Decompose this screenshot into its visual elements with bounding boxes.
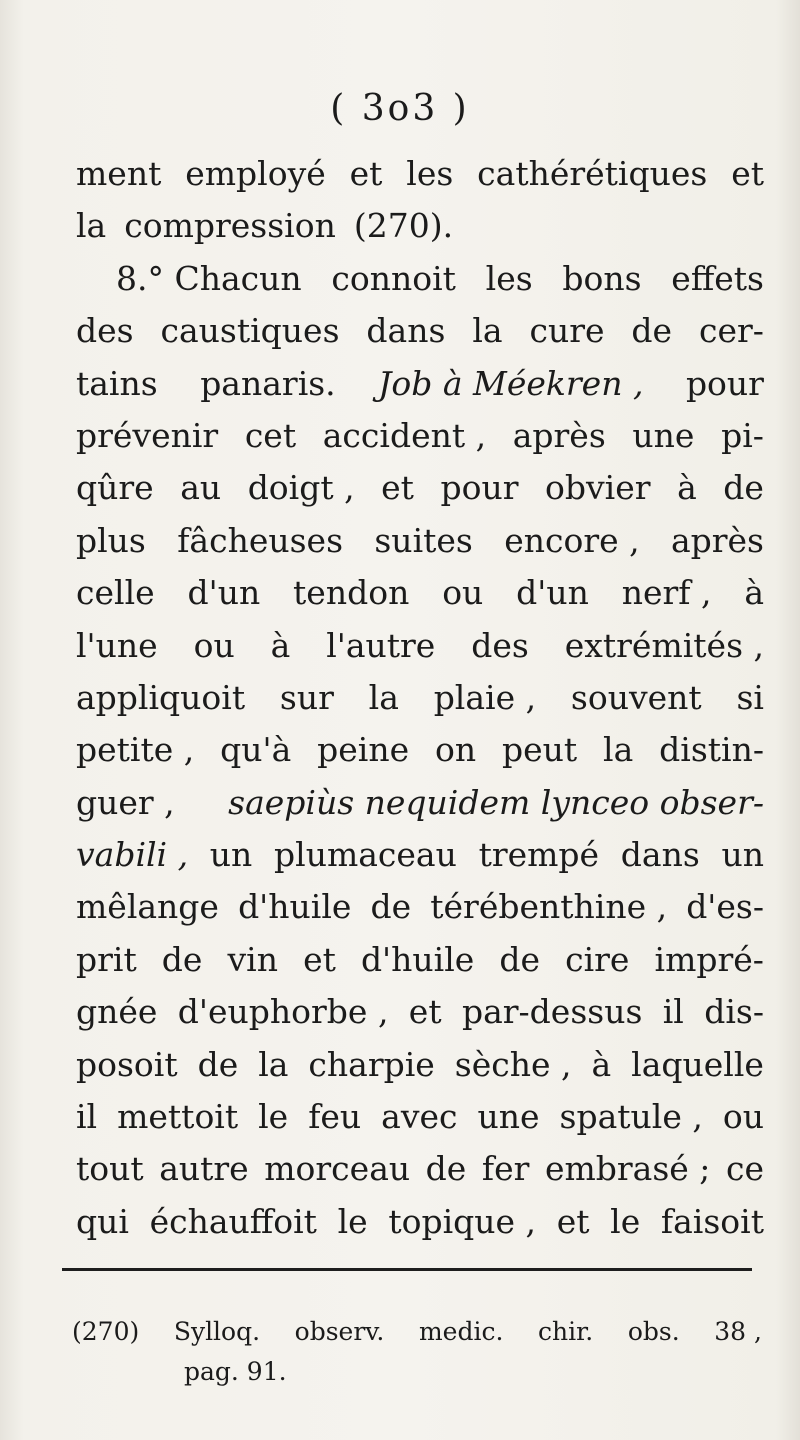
text-word: d'huile [360,939,475,979]
text-word: doigt , [247,468,355,508]
text-word: sèche , [454,1044,572,1084]
text-word: après [512,415,606,455]
text-word: de [370,887,412,927]
text-word: laquelle [631,1044,764,1084]
text-word: compression [124,206,336,246]
text-word: au [180,468,222,508]
text-word: accident , [322,415,487,455]
text-word: à [677,468,697,508]
text-line [76,934,764,986]
text-word: mêlange [76,887,219,927]
text-line [76,672,764,724]
text-word: charpie [308,1044,435,1084]
text-word: la [368,677,399,717]
text-word: obvier [545,468,651,508]
text-word: vabili , [76,835,189,875]
text-word: (270). [353,206,454,246]
text-word: panaris. [200,363,336,403]
text-word: gnée [76,992,158,1032]
text-word: l'autre [326,625,436,665]
text-word: bons [562,258,642,298]
text-word: le [610,1201,641,1241]
text-word: prit [76,939,137,979]
text-word: de [425,1149,467,1189]
text-word: connoit [331,258,456,298]
footnote-word: (270) [72,1317,140,1346]
text-word: à [591,1044,612,1084]
text-word: la [472,311,503,351]
text-word: des [76,311,134,351]
footnote-line-2: pag. 91. [184,1357,287,1386]
text-word: et [408,992,442,1032]
text-word: tout [76,1149,144,1189]
text-word: il [76,1097,98,1137]
text-word: ou [722,1097,764,1137]
text-line [76,829,764,881]
text-word: il [662,992,684,1032]
text-word: échauffoit [149,1201,317,1241]
text-word: une [632,415,695,455]
text-word: d'huile [238,887,352,927]
text-word: celle [76,573,155,613]
text-word: fâcheuses [177,520,344,560]
text-word: cer- [698,311,764,351]
text-word: d'euphorbe , [177,992,389,1032]
text-line [76,881,764,933]
text-line [76,986,764,1038]
text-word: plaie , [433,677,537,717]
text-word: un [721,835,764,875]
text-word: 8.° Chacun [116,258,302,298]
text-word: d'es- [686,887,764,927]
footnote-word: observ. [294,1317,385,1346]
text-line [76,724,764,776]
text-word: autre [159,1149,249,1189]
text-word: distin- [659,730,764,770]
text-word: des [471,625,529,665]
text-word: cet [244,415,297,455]
text-word: de [161,939,203,979]
text-word: un [209,835,253,875]
text-word: d'un [516,573,589,613]
text-word: extrémités , [564,625,764,665]
text-word: guer , [76,782,175,822]
text-word: plumaceau [274,835,457,875]
text-word: spatule , [559,1097,703,1137]
text-word: tains [76,363,158,403]
text-line [76,1196,764,1248]
text-word: ment [76,154,162,193]
text-word: suites [374,520,473,560]
text-word: prévenir [76,415,219,455]
text-word: et [381,468,414,508]
text-word: après [670,520,764,560]
text-word: le [337,1201,368,1241]
footnote-word: obs. [627,1317,680,1346]
text-word: posoit [76,1044,178,1084]
text-line [76,515,764,567]
text-word: feu [308,1097,362,1137]
footnote-word: Sylloq. [173,1317,261,1346]
text-word: de [499,939,541,979]
text-line [76,567,764,619]
text-word: tendon [293,573,410,613]
body-text [76,148,764,1248]
text-word: si [736,677,764,717]
text-line [76,148,764,200]
text-word: de [723,468,764,508]
text-word: sur [279,677,334,717]
text-word: et [556,1201,590,1241]
text-word: la [76,206,107,246]
text-word: ou [193,625,235,665]
text-word: on [435,730,477,770]
text-line [76,620,764,672]
text-line [76,1039,764,1091]
text-word: une [477,1097,540,1137]
text-word: nerf , [621,573,712,613]
footnote-word: medic. [418,1317,504,1346]
text-word: morceau [264,1149,411,1189]
text-word: encore , [504,520,640,560]
footnote [72,1312,762,1392]
text-word: à [744,573,764,613]
text-word: effets [671,258,764,298]
text-word: la [258,1044,289,1084]
text-word: par-dessus [461,992,643,1032]
text-word: et [731,154,764,193]
text-word: la [603,730,634,770]
text-word: ou [442,573,484,613]
text-word: plus [76,520,146,560]
text-word: qûre [76,468,154,508]
text-word: vin [227,939,278,979]
text-word: cire [565,939,630,979]
text-word: pour [685,363,764,403]
text-line [76,1091,764,1143]
text-line [76,358,764,410]
text-word: et [303,939,336,979]
text-word: dans [620,835,700,875]
text-word: fer [481,1149,530,1189]
text-word: topique , [388,1201,537,1241]
footnote-rule [62,1268,752,1271]
text-word: qui [76,1201,129,1241]
text-word: térébenthine , [430,887,668,927]
text-word: embrasé ; [544,1149,711,1189]
text-line [76,777,764,829]
page-number: ( 3o3 ) [330,88,470,129]
footnote-word: 38 , [714,1317,762,1346]
text-word: de [197,1044,239,1084]
text-word: et [349,154,383,193]
footnote-word: chir. [537,1317,594,1346]
text-word: cure [529,311,605,351]
text-line [76,305,764,357]
text-word: peut [502,730,578,770]
text-word: l'une [76,625,158,665]
text-word: souvent [570,677,702,717]
text-word: Job à Méekren , [378,363,644,403]
text-word: le [258,1097,289,1137]
text-word: dans [366,311,446,351]
footnote-line-1 [72,1312,762,1352]
text-word: peine [317,730,410,770]
text-word: mettoit [117,1097,239,1137]
text-word: pour [440,468,519,508]
text-line [76,462,764,514]
text-word: ce [725,1149,764,1189]
text-word: cathérétiques [477,154,708,193]
text-word: les [406,154,454,193]
text-line [76,410,764,462]
text-word: petite , [76,730,195,770]
text-word: saepiùs nequidem lynceo obser- [228,782,764,822]
text-word: d'un [187,573,261,613]
text-word: pi- [721,415,764,455]
text-word: trempé [478,835,600,875]
text-word: dis- [704,992,764,1032]
text-word: les [485,258,533,298]
text-word: de [631,311,673,351]
text-word: employé [185,154,326,193]
text-word: faisoit [660,1201,764,1241]
text-line [76,253,764,305]
text-line [76,200,764,252]
text-line [76,1143,764,1195]
text-word: à [270,625,291,665]
text-word: caustiques [160,311,340,351]
text-word: qu'à [220,730,292,770]
text-word: appliquoit [76,677,246,717]
text-word: impré- [654,939,764,979]
text-word: avec [381,1097,458,1137]
